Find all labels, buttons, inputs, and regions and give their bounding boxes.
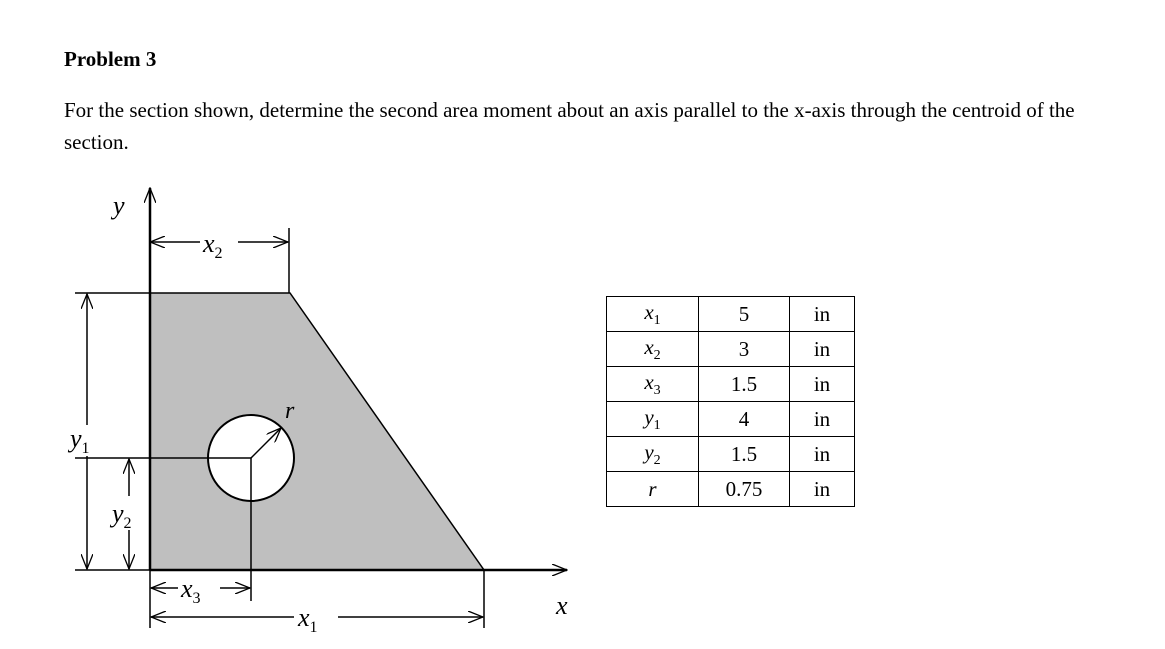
parameter-unit: in [790,472,855,507]
parameter-row [607,402,855,437]
parameter-row [607,437,855,472]
parameter-symbol-subscript: 1 [653,417,661,433]
parameter-symbol-subscript: 2 [653,452,661,468]
parameter-row [607,297,855,332]
parameter-symbol [607,402,699,437]
parameter-unit: in [790,332,855,367]
parameter-symbol-base: r [648,476,657,501]
parameter-value: 3 [699,332,790,367]
parameter-value: 0.75 [699,472,790,507]
section-shape [150,293,484,570]
parameter-symbol-base: y [644,404,654,429]
parameter-row [607,367,855,402]
x2-label: $x_2$ [203,229,223,262]
parameter-symbol [607,367,699,402]
parameter-symbol [607,472,699,507]
parameter-value: 1.5 [699,437,790,472]
y-axis-label: y [113,191,125,220]
parameter-value: 4 [699,402,790,437]
parameter-symbol-base: x [644,299,654,324]
y2-label: $y_2$ [112,499,132,532]
parameter-row [607,332,855,367]
y1-label: $y_1$ [70,424,90,457]
parameter-symbol [607,297,699,332]
parameter-unit: in [790,367,855,402]
parameter-table [606,296,855,507]
x1-label: $x_1$ [298,603,318,636]
parameter-unit: in [790,402,855,437]
problem-title: Problem 3 [64,47,157,71]
parameter-symbol [607,437,699,472]
parameter-symbol-base: y [644,439,654,464]
parameter-symbol-subscript: 1 [653,312,661,328]
parameter-symbol-base: x [644,369,654,394]
parameter-symbol-base: x [644,334,654,359]
parameter-unit: in [790,437,855,472]
problem-statement: For the section shown, determine the second area moment about an axis parallel to the x-axis through the centroid of the section. [64,98,1075,154]
radius-label: r [285,398,295,424]
parameter-row [607,472,855,507]
x-axis-label: x [556,591,568,620]
parameter-symbol-subscript: 3 [653,382,661,398]
x3-label: $x_3$ [181,574,201,607]
parameter-unit: in [790,297,855,332]
parameter-symbol-subscript: 2 [653,347,661,363]
parameter-symbol [607,332,699,367]
parameter-value: 5 [699,297,790,332]
parameter-value: 1.5 [699,367,790,402]
